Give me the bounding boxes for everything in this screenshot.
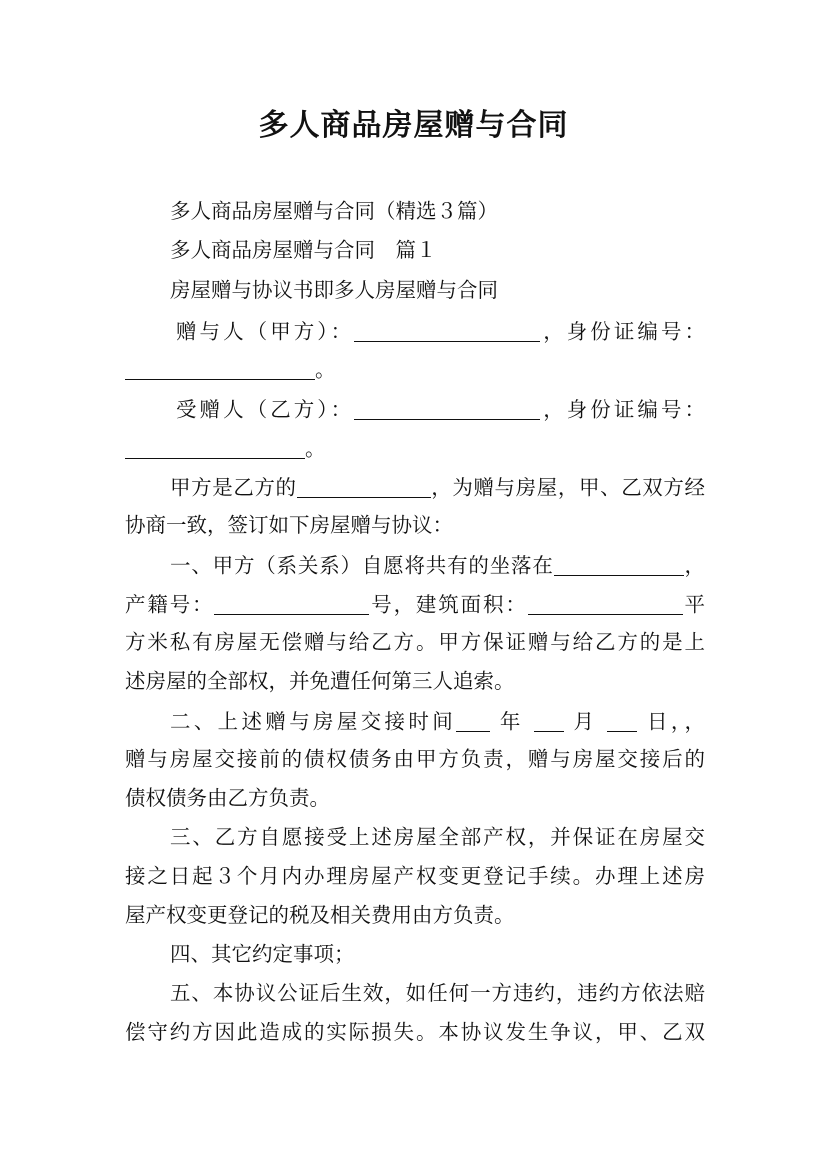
paragraph-6-line-1: 五、本协议公证后生效，如任何一方违约，违约方依法赔 xyxy=(170,981,705,1005)
paragraph-2-line-1: 一、甲方（系关系）自愿将共有的坐落在 ， xyxy=(170,553,706,578)
paragraph-3-line-3: 债权债务由乙方负责。 xyxy=(125,786,330,810)
paragraph-3-line-2: 赠与房屋交接前的债权债务由甲方负责，赠与房屋交接后的 xyxy=(125,747,705,771)
location-blank xyxy=(554,554,684,576)
chapter-heading: 多人商品房屋赠与合同 篇１ xyxy=(170,238,437,262)
day-blank xyxy=(607,710,637,732)
paragraph-4-line-2: 接之日起３个月内办理房屋产权变更登记手续。办理上述房 xyxy=(125,864,705,888)
relation-blank xyxy=(297,476,431,498)
section-heading: 房屋赠与协议书即多人房屋赠与合同 xyxy=(170,278,498,302)
paragraph-1-line-1: 甲方是乙方的 ，为赠与房屋，甲、乙双方经 xyxy=(170,475,706,500)
paragraph-1-line-2: 协商一致，签订如下房屋赠与协议： xyxy=(125,513,453,537)
subtitle: 多人商品房屋赠与合同（精选３篇） xyxy=(170,199,498,223)
paragraph-4-line-1: 三、乙方自愿接受上述房屋全部产权，并保证在房屋交 xyxy=(170,825,705,849)
donee-name-blank xyxy=(354,398,540,420)
donor-name-blank xyxy=(354,320,540,342)
donee-id-label: ，身份证编号： xyxy=(540,397,706,422)
paragraph-2-line-4: 述房屋的全部权，并免遭任何第三人追索。 xyxy=(125,669,515,693)
month-blank xyxy=(534,710,564,732)
donor-id-label: ，身份证编号： xyxy=(540,319,706,344)
paragraph-6-line-2: 偿守约方因此造成的实际损失。本协议发生争议，甲、乙双 xyxy=(125,1020,705,1044)
donor-id-blank xyxy=(125,358,315,380)
donee-line xyxy=(176,398,705,420)
donee-id-blank xyxy=(125,437,305,459)
area-blank xyxy=(528,593,683,615)
donor-line xyxy=(176,320,705,342)
paragraph-2-line-3: 方米私有房屋无偿赠与给乙方。甲方保证赠与给乙方的是上 xyxy=(125,630,705,654)
registry-number-blank xyxy=(214,593,369,615)
paragraph-3-line-1: 二、上述赠与房屋交接时间 年 月 日，， xyxy=(170,709,705,734)
paragraph-5-line-1: 四、其它约定事项； xyxy=(170,942,355,966)
donee-label: 受赠人（乙方）： xyxy=(176,397,355,422)
donor-id-line: 。 xyxy=(125,358,705,380)
document-title: 多人商品房屋赠与合同 xyxy=(258,108,569,143)
paragraph-2-line-2: 产籍号： 号，建筑面积： 平 xyxy=(125,592,706,617)
paragraph-4-line-3: 屋产权变更登记的税及相关费用由方负责。 xyxy=(125,903,515,927)
donor-label: 赠与人（甲方）： xyxy=(176,319,355,344)
donee-id-line: 。 xyxy=(125,437,705,459)
year-blank xyxy=(456,710,490,732)
